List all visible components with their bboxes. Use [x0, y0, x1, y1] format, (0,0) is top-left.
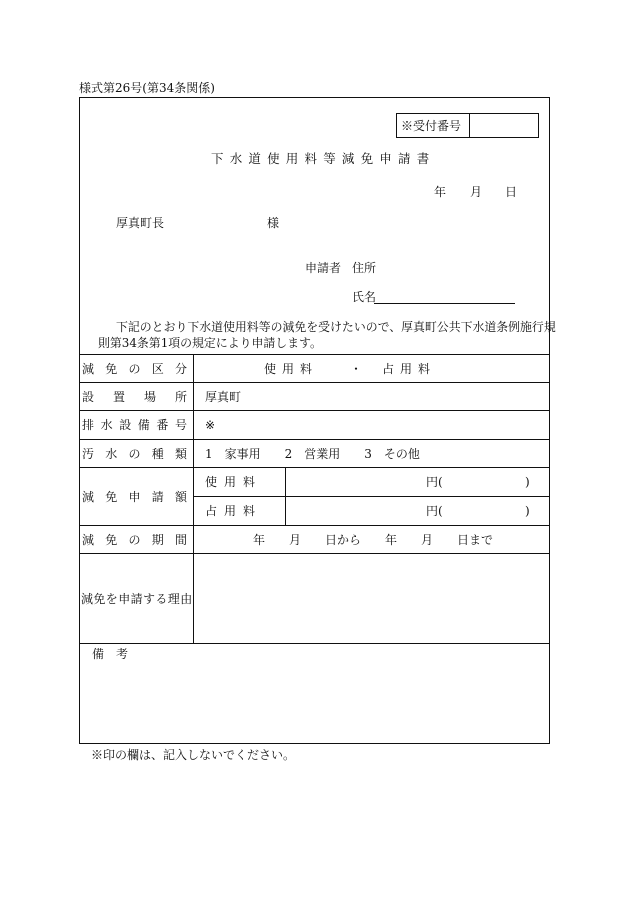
amount-usage-close: ): [525, 475, 530, 489]
amount-usage-yen[interactable]: 円(: [426, 475, 443, 489]
date-year-label: 年: [434, 185, 447, 199]
amount-usage-label: 使用料: [205, 475, 263, 489]
amount-occupancy-label: 占用料: [205, 504, 263, 518]
applicant-label: 申請者: [305, 261, 342, 275]
period-label: 減 免 の 期 間: [82, 533, 187, 547]
amount-sub-column-rule: [285, 467, 286, 525]
table-top-rule: [79, 354, 550, 355]
amount-occupancy-yen[interactable]: 円(: [426, 504, 443, 518]
drain-number-label: 排 水 設 備 番 号: [82, 418, 187, 432]
amount-inner-rule: [193, 496, 550, 497]
footnote: ※印の欄は、記入しないでください。: [91, 748, 296, 762]
intro-line-1: 下記のとおり下水道使用料等の減免を受けたいので、厚真町公共下水道条例施行規: [116, 320, 556, 334]
addressee-name: 厚真町長: [116, 216, 165, 230]
form-number: 様式第26号(第34条関係): [79, 81, 215, 95]
applicant-address-label: 住所: [352, 261, 377, 275]
addressee-honorific: 様: [267, 216, 280, 230]
row-rule-6: [79, 553, 550, 554]
receipt-label: ※受付番号: [401, 119, 462, 133]
amount-label: 減 免 申 請 額: [82, 490, 187, 504]
sewage-type-options[interactable]: 1 家事用 2 営業用 3 その他: [205, 447, 420, 461]
location-value[interactable]: 厚真町: [205, 390, 242, 404]
form-title: 下水道使用料等減免申請書: [211, 151, 436, 166]
location-label: 設 置 場 所: [82, 390, 187, 404]
category-dot: ・: [350, 362, 363, 376]
applicant-name-underline[interactable]: [374, 303, 515, 304]
sewage-type-label: 汚 水 の 種 類: [82, 447, 187, 461]
applicant-name-label: 氏名: [352, 290, 377, 304]
category-option-occupancy[interactable]: 占用料: [382, 362, 437, 376]
row-rule-3: [79, 439, 550, 440]
category-option-usage[interactable]: 使用料: [264, 362, 319, 376]
date-day-label: 日: [505, 185, 518, 199]
receipt-divider: [469, 114, 470, 137]
drain-number-value: ※: [205, 418, 216, 432]
reason-label: 減免を申請する理由: [81, 592, 193, 606]
reason-field[interactable]: [197, 557, 545, 637]
receipt-value[interactable]: [474, 120, 534, 134]
remarks-label: 備 考: [92, 647, 129, 661]
period-value[interactable]: 年 月 日から 年 月 日まで: [253, 533, 494, 547]
row-rule-2: [79, 410, 550, 411]
row-rule-7: [79, 643, 550, 644]
row-rule-1: [79, 382, 550, 383]
category-label: 減 免 の 区 分: [82, 362, 187, 376]
remarks-field[interactable]: [84, 666, 544, 738]
date-month-label: 月: [470, 185, 483, 199]
label-column-rule: [193, 354, 194, 643]
row-rule-5: [79, 525, 550, 526]
amount-occupancy-close: ): [525, 504, 530, 518]
intro-line-2: 則第34条第1項の規定により申請します。: [98, 336, 322, 350]
row-rule-4: [79, 467, 550, 468]
